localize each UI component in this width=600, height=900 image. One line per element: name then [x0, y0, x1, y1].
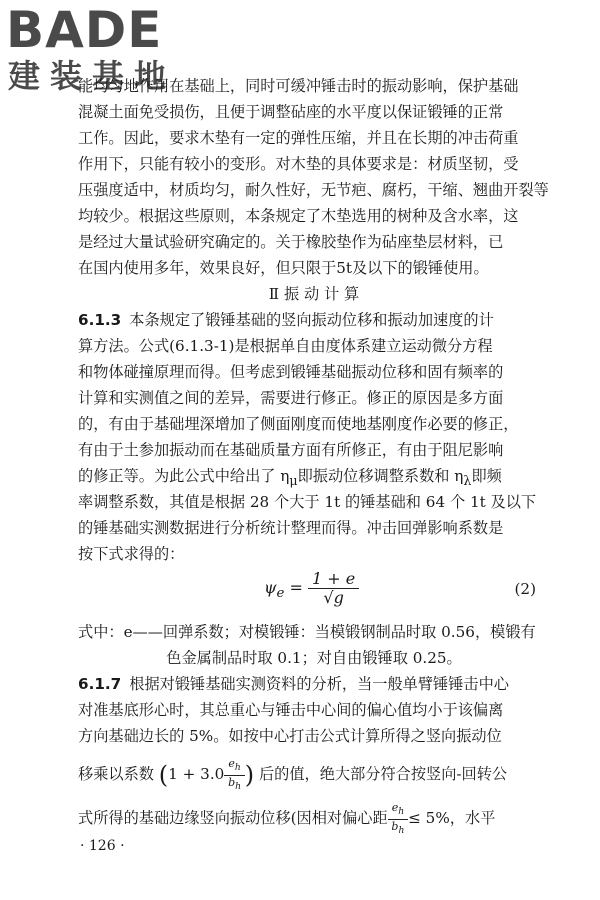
formula-numerator: 1 + e [308, 570, 359, 589]
text-line: 和物体碰撞原理而得。但考虑到锻锤基础振动位移和固有频率的 [78, 363, 504, 381]
text-line-ratio [78, 798, 550, 838]
eccentricity-fraction [224, 757, 244, 792]
frac-den: b [391, 819, 399, 833]
text-line: 均较少。根据这些原则，本条规定了木垫选用的树种及含水率，这 [78, 207, 519, 225]
formula-block [78, 570, 550, 610]
clause-617-line [78, 672, 550, 698]
section-heading: Ⅱ 振 动 计 算 [268, 285, 360, 303]
text-line: 有由于土参加振动而在基础质量方面有所修正，有由于阻尼影响 [78, 441, 504, 459]
frac-den: b [228, 775, 236, 789]
text-run: 即振动位移调整系数和 η [297, 467, 464, 485]
formula [264, 570, 359, 607]
text-line: 是经过大量试验研究确定的。关于橡胶垫作为砧座垫层材料，已 [78, 233, 504, 251]
text-line: 率调整系数，其值是根据 28 个大于 1t 的锤基础和 64 个 1t 及以下 [78, 493, 537, 511]
text-run: 移乘以系数 [78, 765, 154, 783]
frac-num-sub: h [234, 762, 241, 774]
frac-num: e [228, 757, 235, 771]
text-line: 工作。因此，要求木垫有一定的弹性压缩，并且在长期的冲击荷重 [78, 129, 519, 147]
frac-den-sub: h [235, 780, 242, 792]
text-line: 的，有由于基础埋深增加了侧面刚度而使地基刚度作必要的修正， [78, 415, 519, 433]
text-line: 的锤基础实测数据进行分析统计整理而得。冲击回弹影响系数是 [78, 519, 504, 537]
equation-number: (2) [514, 580, 536, 598]
text-run: 后的值，绝大部分符合按竖向-回转公 [258, 765, 508, 783]
text-line: 按下式求得的： [78, 545, 185, 563]
text-line: 混凝土面免受损伤，且便于调整砧座的水平度以保证锻锤的正常 [78, 103, 504, 121]
open-paren: ( [158, 761, 169, 789]
close-paren: ) [244, 761, 255, 789]
text-line-eta [78, 464, 550, 490]
text-run: 即频 [471, 467, 502, 485]
text-run: 根据对锻锤基础实测资料的分析，当一般单臂锤锤击中心 [129, 675, 509, 693]
text-line: 方向基础边长的 5%。如按中心打击公式计算所得之竖向振动位 [78, 727, 502, 745]
formula-fraction [308, 570, 359, 607]
text-line: 在国内使用多年，效果良好，但只限于5t及以下的锻锤使用。 [78, 259, 489, 277]
eta-lambda-subscript: λ [463, 473, 472, 489]
eta-mu-subscript: μ [289, 473, 298, 489]
text-line: 能均匀地作用在基础上，同时可缓冲锤击时的振动影响，保护基础 [78, 77, 519, 95]
frac-num-sub: h [398, 806, 405, 818]
text-line: 式中：e——回弹系数；对模锻锤：当模锻钢制品时取 0.56，模锻有 [78, 623, 536, 641]
formula-lhs-subscript: e [276, 586, 285, 602]
watermark-subtitle: 建装基地 [8, 57, 177, 95]
text-line: 计算和实测值之间的差异，需要进行修正。修正的原因是多方面 [78, 389, 504, 407]
coefficient: 1 + 3.0 [168, 765, 225, 783]
text-line: 对准基底形心时，其总重心与锤击中心间的偏心值均小于该偏离 [78, 701, 504, 719]
text-run: ≤ 5%，水平 [408, 809, 496, 827]
ratio-fraction [388, 801, 408, 836]
page-number: · 126 · [80, 838, 125, 854]
formula-equals: = [284, 578, 309, 597]
text-line: 算方法。公式(6.1.3-1)是根据单自由度体系建立运动微分方程 [78, 337, 493, 355]
clause-number: 6.1.3 [78, 311, 122, 329]
clause-613-line [78, 308, 550, 334]
frac-num: e [391, 801, 399, 815]
text-run: 本条规定了锻锤基础的竖向振动位移和振动加速度的计 [129, 311, 494, 329]
text-line: 作用下，只能有较小的变形。对木垫的具体要求是：材质坚韧，受 [78, 155, 519, 173]
frac-den-sub: h [398, 824, 405, 836]
clause-number: 6.1.7 [78, 675, 122, 693]
watermark-brand: BADE [6, 1, 163, 59]
text-line-coefficient [78, 754, 550, 794]
text-run: 式所得的基础边缘竖向振动位移(因相对偏心距 [78, 809, 388, 827]
text-line: 色金属制品时取 0.1；对自由锻锤取 0.25。 [166, 649, 462, 667]
text-line: 压强度适中，材质均匀，耐久性好，无节疤、腐朽，干缩、翘曲开裂等 [78, 181, 549, 199]
text-run: 的修正等。为此公式中给出了 η [78, 467, 290, 485]
formula-lhs: ψ [264, 578, 277, 597]
formula-denominator: √g [323, 588, 344, 607]
